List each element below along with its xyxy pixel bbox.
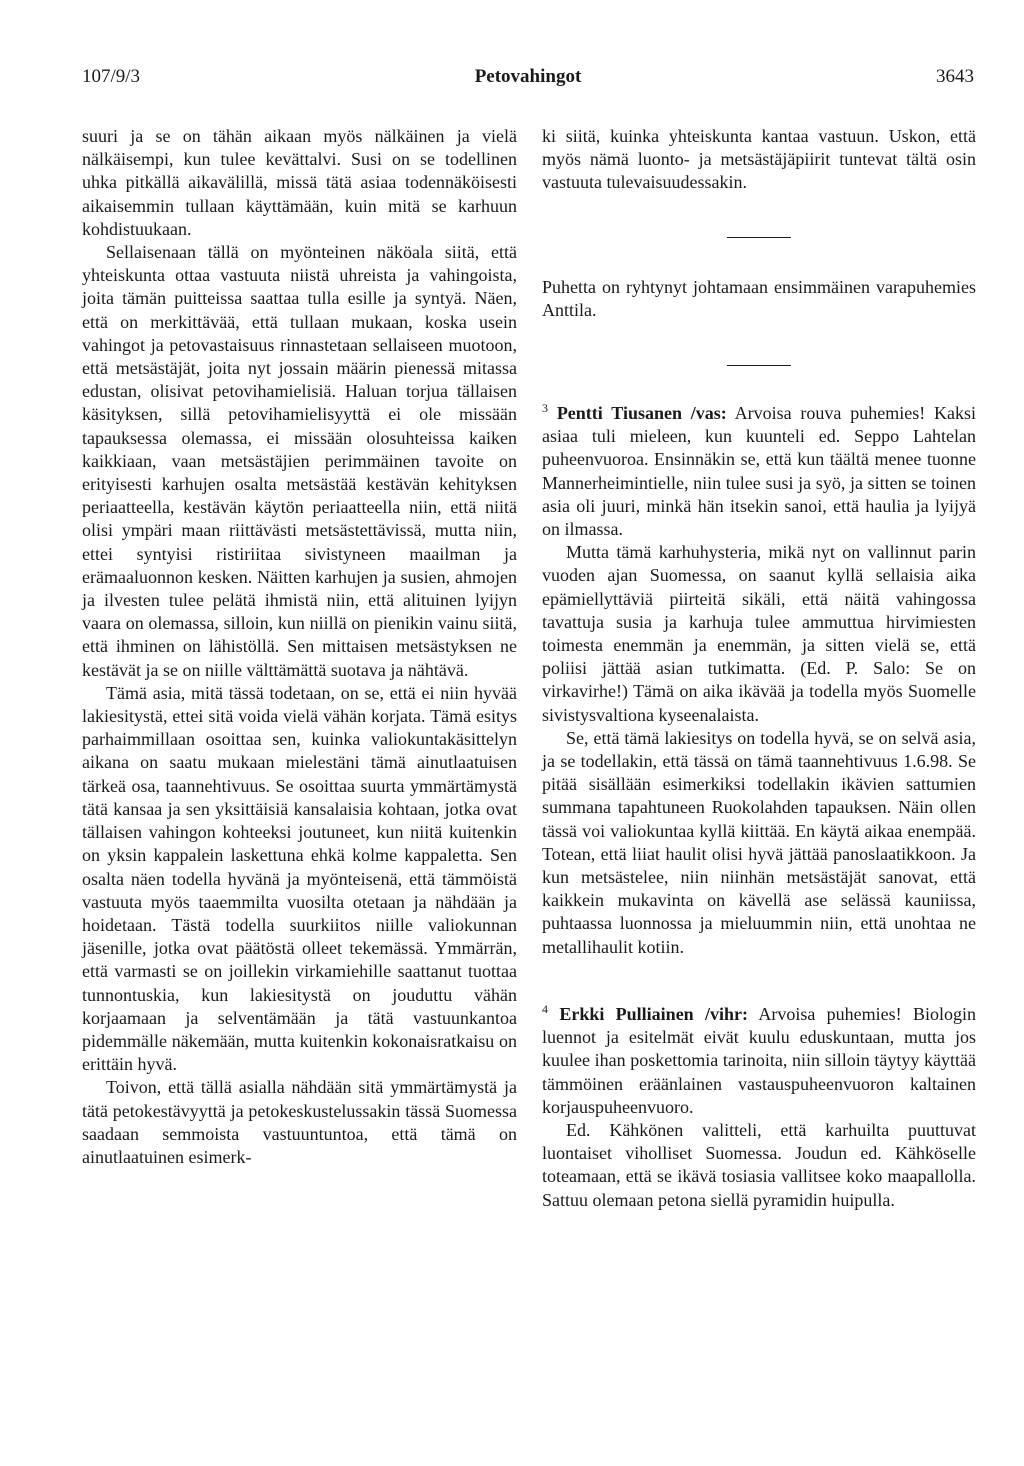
paragraph: Mutta tämä karhuhysteria, mikä nyt on vallinnut parin vuoden ajan Suomessa, on saanut kyllä sellaisia aika epämiellyttäviä piirteitä sikäli, että näitä vahingossa tavattuja susia ja karhuja tulee ammuttua hirvimiesten toimesta enemmän ja enemmän, ja sitten vielä se, että poliisi jättää asian tutkimatta. (Ed. P. Salo: Se on virkavirhe!) Tämä on aika ikävää ja todella myös Suomelle sivistysvaltiona kyseenalaista. <box>542 542 976 725</box>
speech-opening <box>542 402 976 541</box>
speech-text: Arvoisa puhemies! Biologin luennot ja esitelmät eivät kuulu eduskuntaan, mutta jos kuulee ihan poskettomia tarinoita, niin silloin täytyy käyttää tämmöinen eräänlainen vastauspuheenvuoron kaltainen korjauspuheenvuoro. <box>542 1003 976 1117</box>
paragraph: Tämä asia, mitä tässä todetaan, on se, että ei niin hyvää lakiesitystä, ettei sitä voida vielä vähän korjata. Tämä esitys parhaimmillaan osoittaa sen, kuinka valiokuntakäsittelyn aikana on saatu mukaan mielestäni tämä ainutlaatuisen tärkeä osa, taannehtivuus. Se osoittaa suurta ymmärtämystä tätä kansaa ja sen yksittäisiä kansalaisia kohtaan, jotka ovat tällaisen vahingon kohteeksi joutuneet, kun niitä kuitenkin on yksin kappalein laskettuna ehkä kolme kappaletta. Sen osalta näen todella hyvänä ja myönteisenä, että tämmöistä vastuuta myös taaemmilta vuosilta otetaan ja nähdään ja hoidetaan. Tästä todella suurkiitos niille valiokunnan jäsenille, jotka ovat päätöstä olleet tekemässä. Ymmärrän, että varmasti se on joillekin virkamiehille saattanut tuottaa tunnontuskia, kun lakiesitystä on jouduttu vähän korjaamaan ja selventämään ja tätä vastuunkantoa pidemmälle näkemään, mutta kuitenkin kokonaisratkaisu on erittäin hyvä. <box>82 682 517 1075</box>
chair-announcement: Puhetta on ryhtynyt johtamaan ensimmäinen varapuhemies Anttila. <box>542 276 976 320</box>
paragraph: Se, että tämä lakiesitys on todella hyvä, se on selvä asia, ja se todellakin, että tässä on tämä taannehtivuus 1.6.98. Se pitää sisällään esimerkiksi todellakin ikävien sattumien summana tapahtuneen Ruokolahden tapauksen. Näin ollen tässä voi valiokuntaa kyllä kiittää. En käytä aikaa enempää. Totean, että liiat haulit olisi hyvä jättää panoslaatikkoon. Ja kun metsästelee, niin niinhän metsästäjät sanovat, että kaikkein mukavinta on kävellä ase selässä kauniissa, puhtaassa luonnossa ja mieluummin niin, että unohtaa ne metallihaulit kotiin. <box>542 727 976 957</box>
document-reference: 107/9/3 <box>82 66 141 87</box>
speech-number: 4 <box>542 1001 548 1016</box>
paragraph: Sellaisenaan tällä on myönteinen näköala siitä, että yhteiskunta ottaa vastuuta niistä uhreista ja vahingoista, joita tämän puitteissa saattaa tulla esille ja syntyä. Näen, että on merkittävää, että tullaan mukaan, koska usein vahingot ja petovastaisuus rinnastetaan sellaiseen muotoon, että metsästäjät, joita nyt jossain määrin pienessä mitassa edustan, olisivat petovihamielisiä. Haluan torjua tällaisen käsityksen, sillä petovihamielisyyttä ei ole missään tapauksessa olemassa, ei missään olosuhteissa kaiken kaikkiaan, vaan metsästäjien perimmäinen tavoite on erityisesti karhujen osalta metsästää kestävän kehityksen periaatteella, kestävän käytön periaatteella niin, että niitä olisi ympäri maan riittävästi metsästettävissä, mutta niin, ettei syntyisi ristiriitaa sivistyneen maailman ja erämaaluonnon kesken. Näitten karhujen ja susien, ahmojen ja ilvesten tulee pelätä ihmistä niin, että alituinen lyijyn vaara on olemassa, silloin, kun niillä on pienikin vainu siitä, että ihminen on lähistöllä. Sen mittaisen metsästyksen ne kestävät ja se on niille välttämättä suotava ja nähtävä. <box>82 242 517 680</box>
speech-text: Arvoisa rouva puhemies! Kaksi asiaa tuli mieleen, kun kuunteli ed. Seppo Lahtelan puheenvuoroa. Ensinnäkin se, että kun täältä menee tuonne Mannerheimintielle, niin tulee susi ja syö, ja sitten se toinen asia oli juuri, minkä hän itsekin sanoi, että haulia ja lyijyä on ilmassa. <box>542 403 976 540</box>
speech-opening <box>542 1003 976 1119</box>
paragraph: suuri ja se on tähän aikaan myös nälkäinen ja vielä nälkäisempi, kun tulee kevättalvi. Susi on se todellinen uhka pitkällä aikavälillä, missä tätä asiaa todennäköisesti aikaisemmin tullaan käyttämään, kuin mitä se karhuun kohdistuukaan. <box>82 126 517 239</box>
page-title: Petovahingot <box>474 66 582 87</box>
paragraph: ki siitä, kuinka yhteiskunta kantaa vastuun. Uskon, että myös nämä luonto- ja metsästäjäpiirit tuntevat tältä osin vastuuta tulevaisuudessakin. <box>542 126 976 193</box>
page-number: 3643 <box>936 66 974 87</box>
paragraph: Toivon, että tällä asialla nähdään sitä ymmärtämystä ja tätä petokestävyyttä ja petokeskustelussakin tässä Suomessa saadaan semmoista vastuuntuntoa, että tämä on ainutlaatuinen esimerk- <box>82 1077 517 1167</box>
page-header <box>82 66 974 96</box>
left-column <box>82 125 517 1169</box>
paragraph: Ed. Kähkönen valitteli, että karhuilta puuttuvat luontaiset viholliset Suomessa. Joudun ed. Kähköselle toteamaan, että se ikävä tosiasia vallitsee koko maapallolla. Sattuu olemaan petona siellä pyramidin huipulla. <box>542 1119 976 1210</box>
right-column <box>542 125 976 1212</box>
speaker-name: Erkki Pulliainen /vihr: <box>559 1003 749 1024</box>
speaker-name: Pentti Tiusanen /vas: <box>556 403 727 424</box>
speech-number: 3 <box>542 401 548 416</box>
